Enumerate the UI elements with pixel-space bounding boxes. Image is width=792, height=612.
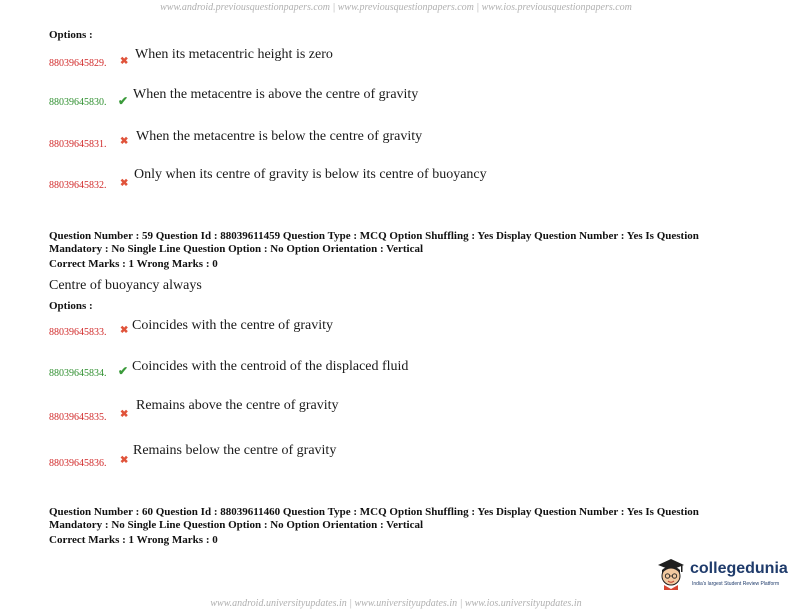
correct-mark-icon: ✔	[118, 364, 129, 378]
options-label: Options :	[49, 29, 93, 41]
option-text: Only when its centre of gravity is below its centre of buoyancy	[134, 167, 487, 182]
watermark-bottom: www.android.universityupdates.in | www.universityupdates.in | www.ios.universityupdates.in	[210, 598, 582, 609]
option-text: Remains above the centre of gravity	[136, 398, 339, 413]
options-label: Options :	[49, 300, 93, 312]
wrong-mark-icon: ✖	[120, 409, 129, 420]
correct-mark-icon: ✔	[118, 94, 129, 108]
option-text: When the metacentre is below the centre of gravity	[136, 129, 423, 144]
question-meta-line1: Question Number : 59 Question Id : 88039611459 Question Type : MCQ Option Shuffling : Yes Display Question Number : Yes Is Question	[49, 230, 699, 242]
option-id: 88039645830.	[49, 97, 107, 108]
option-text: When its metacentric height is zero	[135, 47, 333, 62]
wrong-mark-icon: ✖	[120, 325, 129, 336]
graduate-avatar-icon	[656, 556, 686, 590]
collegedunia-logo	[656, 554, 786, 596]
wrong-mark-icon: ✖	[120, 455, 129, 466]
option-id: 88039645832.	[49, 180, 107, 191]
logo-name: collegedunia	[690, 560, 788, 577]
question-text: Centre of buoyancy always	[49, 278, 202, 293]
option-id: 88039645834.	[49, 368, 107, 379]
option-id: 88039645833.	[49, 327, 107, 338]
option-id: 88039645836.	[49, 458, 107, 469]
question-marks: Correct Marks : 1 Wrong Marks : 0	[49, 534, 218, 546]
wrong-mark-icon: ✖	[120, 56, 129, 67]
question-meta-line1: Question Number : 60 Question Id : 88039611460 Question Type : MCQ Option Shuffling : Yes Display Question Number : Yes Is Question	[49, 506, 699, 518]
question-meta-line2: Mandatory : No Single Line Question Option : No Option Orientation : Vertical	[49, 243, 424, 255]
option-id: 88039645829.	[49, 58, 107, 69]
option-text: Remains below the centre of gravity	[133, 443, 337, 458]
question-meta-line2: Mandatory : No Single Line Question Option : No Option Orientation : Vertical	[49, 519, 424, 531]
option-id: 88039645835.	[49, 412, 107, 423]
option-id: 88039645831.	[49, 139, 107, 150]
option-text: When the metacentre is above the centre of gravity	[133, 87, 419, 102]
wrong-mark-icon: ✖	[120, 136, 129, 147]
option-text: Coincides with the centre of gravity	[132, 318, 333, 333]
watermark-top: www.android.previousquestionpapers.com | www.previousquestionpapers.com | www.ios.previousquestionpapers.com	[160, 2, 632, 13]
option-text: Coincides with the centroid of the displaced fluid	[132, 359, 409, 374]
question-marks: Correct Marks : 1 Wrong Marks : 0	[49, 258, 218, 270]
wrong-mark-icon: ✖	[120, 178, 129, 189]
logo-tagline: India's largest Student Review Platform	[692, 581, 780, 587]
